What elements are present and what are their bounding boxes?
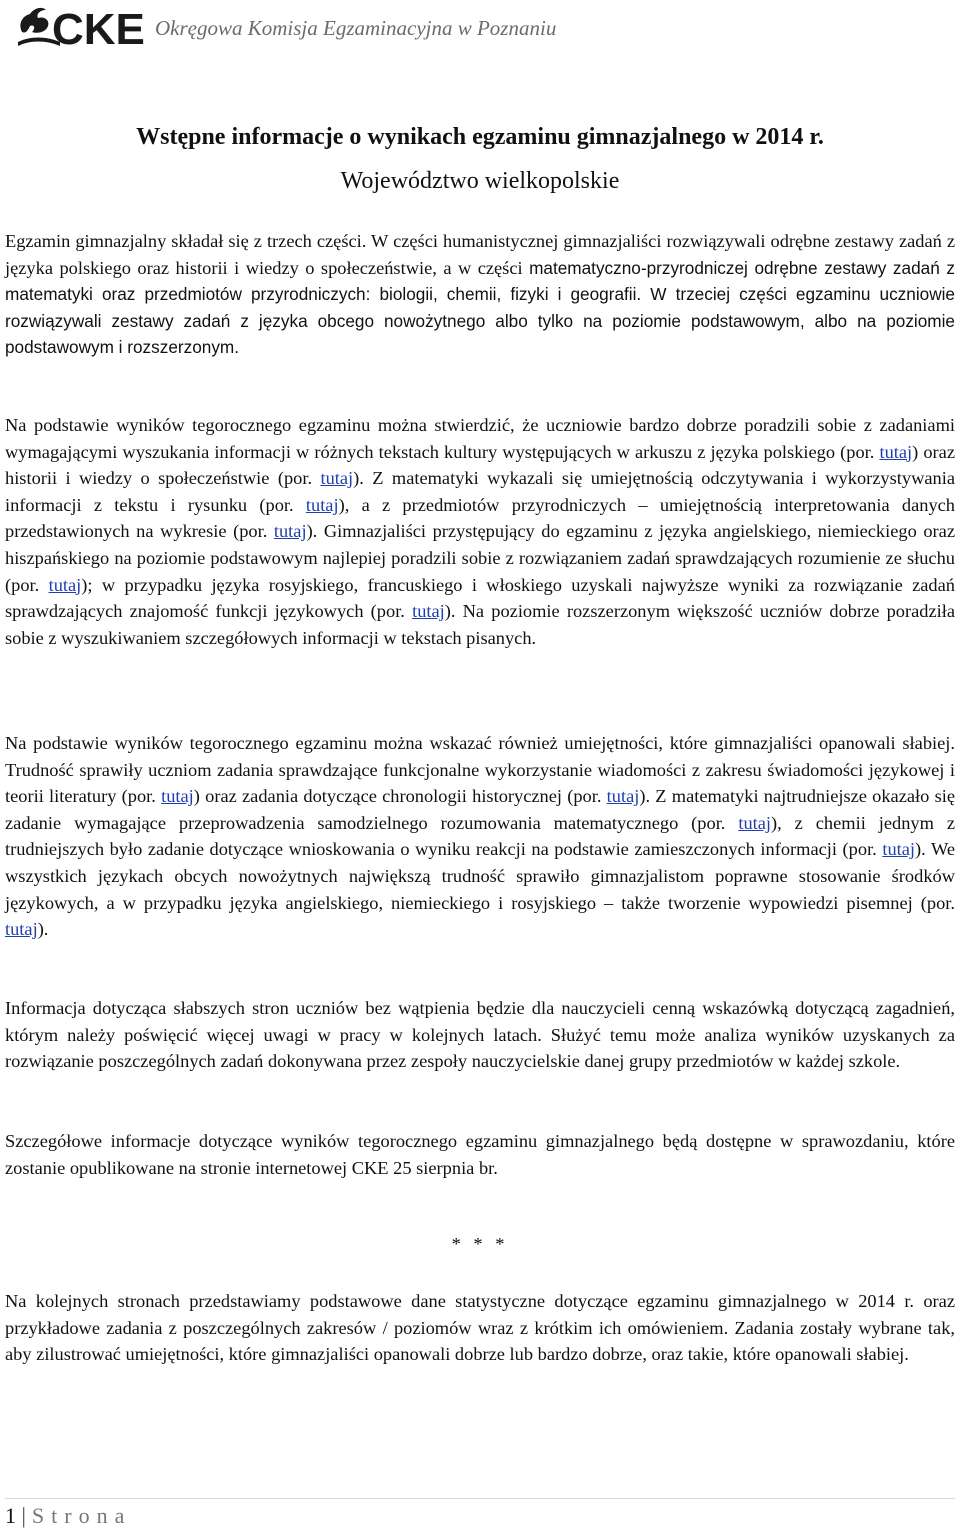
page-number: 1 [5, 1503, 16, 1528]
page-label: Strona [31, 1503, 132, 1528]
document-title: Wstępne informacje o wynikach egzaminu gimnazjalnego w 2014 r. [136, 124, 824, 150]
link-math[interactable]: tutaj [305, 494, 339, 515]
paragraph-report-info: Szczegółowe informacje dotyczące wyników tegorocznego egzaminu gimnazjalnego będą dostępne w sprawozdaniu, które zostanie opublikowane na stronie internetowej CKE 25 sierpnia br. [5, 1131, 955, 1178]
paragraph-strengths: Na podstawie wyników tegorocznego egzaminu można stwierdzić, że uczniowie bardzo dobrze poradzili sobie z zadaniami wymagającymi wyszukania informacji w różnych tekstach kultury występujących w arkuszu z języka polskiego (por. tutaj) oraz historii i wiedzy o społeczeństwie (por. tutaj). Z matematyki wykazali się umiejętnością odczytywania i wykorzystywania informacji z tekstu i rysunku (por. tutaj), a z przedmiotów przyrodniczych – umiejętnością interpretowania danych przedstawionych na wykresie (por. tutaj). Gimnazjaliści przystępujący do egzaminu z języka angielskiego, niemieckiego oraz hiszpańskiego na poziomie podstawowym najlepiej poradzili sobie z rozwiązaniem zadań sprawdzających rozumienie ze słuchu (por. tutaj); w przypadku języka rosyjskiego, francuskiego i włoskiego uzyskali najwyższe wyniki za rozwiązanie zadań sprawdzających znajomość funkcji językowych (por. tutaj). Na poziomie rozszerzonym większość uczniów dobrze poradziła sobie z wyszukiwaniem szczegółowych informacji w tekstach pisanych. [5, 415, 956, 648]
paragraph-teacher-guidance: Informacja dotycząca słabszych stron uczniów bez wątpienia będzie dla nauczycieli cenną wskazówką dotyczącą zagadnień, którym należy poświęcić więcej uwagi w pracy w kolejnych latach. Służyć temu może analiza wyników uzyskanych za rozwiązanie poszczególnych zadań dokonywana przez zespoły nauczycielskie danej grupy przedmiotów w każdej szkole. [5, 998, 955, 1072]
institution-name: Okręgowa Komisja Egzaminacyjna w Poznaniu [155, 16, 557, 40]
link-polish[interactable]: tutaj [879, 441, 913, 462]
footer-divider [5, 1498, 955, 1499]
link-history[interactable]: tutaj [320, 468, 354, 489]
link-chronology[interactable]: tutaj [606, 786, 640, 807]
footer-separator: | [21, 1503, 26, 1528]
link-literature-theory[interactable]: tutaj [161, 786, 194, 807]
link-chemistry[interactable]: tutaj [882, 839, 916, 860]
svg-text:CKE: CKE [52, 5, 145, 54]
link-math-reasoning[interactable]: tutaj [738, 812, 772, 833]
link-science[interactable]: tutaj [273, 521, 307, 542]
cke-logo [16, 2, 145, 54]
page-footer [5, 1503, 131, 1529]
paragraph-next-pages: Na kolejnych stronach przedstawiamy podstawowe dane statystyczne dotyczące egzaminu gimnazjalnego w 2014 r. oraz przykładowe zadania z poszczególnych zakresów / poziomów wraz z krótkim ich omówieniem. Zadania zostały wybrane tak, aby zilustrować umiejętności, które gimnazjaliści opanowali dobrze lub bardzo dobrze, oraz takie, które opanowali słabiej. [5, 1291, 955, 1365]
document-subtitle: Województwo wielkopolskie [340, 168, 620, 194]
paragraph-exam-structure: Egzamin gimnazjalny składał się z trzech części. W części humanistycznej gimnazjaliści rozwiązywali odrębne zestawy zadań z języka polskiego oraz historii i wiedzy o społeczeństwie, a w części matematyczno-przyrodniczej odrębne zestawy zadań z matematyki oraz przedmiotów przyrodniczych: biologii, chemii, fizyki i geografii. W trzeciej części egzaminu uczniowie rozwiązywali zestawy zadań z języka obcego nowożytnego albo tylko na poziomie podstawowym, albo na poziomie podstawowym i rozszerzonym. [5, 231, 955, 358]
link-language-functions[interactable]: tutaj [412, 601, 445, 622]
link-listening[interactable]: tutaj [48, 574, 82, 595]
page-header [0, 0, 960, 60]
link-writing[interactable]: tutaj [5, 919, 38, 940]
section-separator: * * * [451, 1234, 509, 1254]
paragraph-weaknesses: Na podstawie wyników tegorocznego egzaminu można wskazać również umiejętności, które gimnazjaliści opanowali słabiej. Trudność sprawiły uczniom zadania sprawdzające funkcjonalne wykorzystanie wiadomości z zakresu świadomości językowej i teorii literatury (por. tutaj) oraz zadania dotyczące chronologii historycznej (por. tutaj). Z matematyki najtrudniejsze okazało się zadanie wymagające przeprowadzenia samodzielnego rozumowania matematycznego (por. tutaj), z chemii jednym z trudniejszych było zadanie dotyczące wnioskowania o wyniku reakcji na podstawie zamieszczonych informacji (por. tutaj). We wszystkich językach obcych nowożytnych największą trudność sprawiło gimnazjalistom poprawne stosowanie środków językowych, a w przypadku języka angielskiego, niemieckiego i rosyjskiego – także tworzenie wypowiedzi pisemnej (por. tutaj). [5, 733, 956, 940]
